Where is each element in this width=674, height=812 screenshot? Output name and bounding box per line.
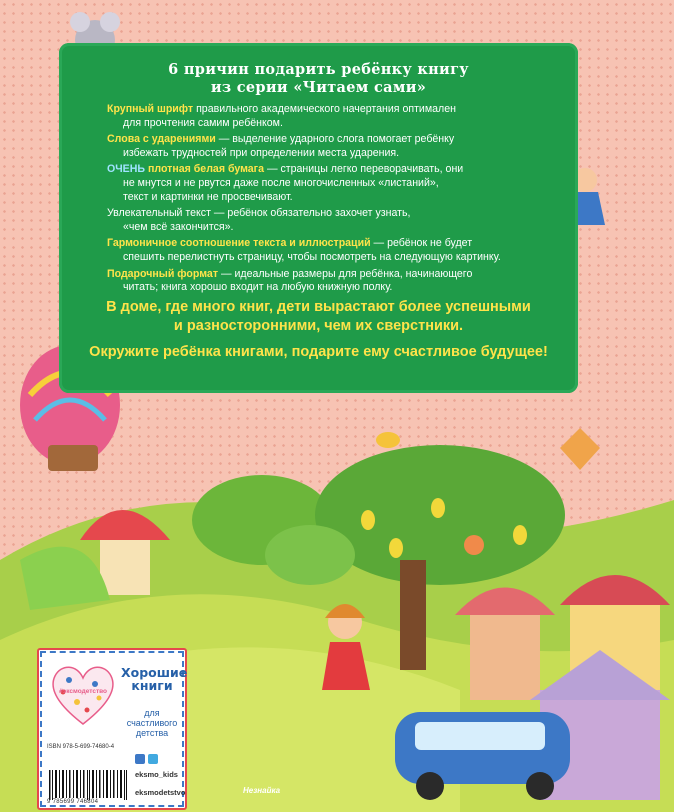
reason-text: — ребёнок не будет — [370, 237, 473, 250]
card-title — [121, 665, 188, 693]
reason-continuation: «чем всё закончится». — [123, 220, 234, 233]
reason-continuation: читать; книга хорошо входит на любую книжную полку. — [123, 281, 393, 294]
reason-highlight-accent: ОЧЕНЬ — [107, 163, 146, 176]
social-name: eksmo_kids — [135, 770, 178, 779]
reason-text: — страницы легко переворачивать, они — [264, 163, 464, 176]
reason-highlight: плотная белая бумага — [145, 163, 264, 176]
tree-trunk — [400, 560, 426, 670]
publisher-logo: Незнайка — [243, 786, 281, 795]
reason-continuation: текст и картинки не просвечивают. — [123, 190, 293, 203]
isbn: ISBN 978-5-699-74680-4 — [47, 744, 115, 750]
slogan-line2: и разносторонними, чем их сверстники. — [173, 318, 464, 334]
barcode-icon — [47, 768, 129, 802]
reason-text: — ребёнок обязательно захочет узнать, — [210, 207, 411, 220]
card-title-line1: Хорошие — [121, 665, 188, 680]
slogan-closing: Окружите ребёнка книгами, подарите ему счастливое будущее! — [89, 344, 548, 360]
reason-item — [107, 103, 552, 130]
panel-title-line1: 6 причин подарить ребёнку книгу — [168, 61, 469, 78]
reason-highlight: Подарочный формат — [107, 267, 219, 280]
reason-item — [107, 237, 552, 264]
reason-highlight: Увлекательный текст — [107, 207, 211, 220]
reason-item — [107, 163, 552, 204]
card-subtitle-line2: детства — [135, 728, 169, 738]
reason-continuation: не мнутся и не рвутся даже после многочисленных «листаний», — [123, 176, 439, 189]
slogan-line1: В доме, где много книг, дети вырастают более успешными — [106, 299, 531, 315]
reason-highlight: Слова с ударениями — [107, 133, 216, 146]
card-subtitle-line1: для счастливого — [126, 708, 178, 728]
barcode-number: 9 785699 746804 — [47, 799, 99, 805]
reason-text: — выделение ударного слога помогает ребёнку — [215, 133, 455, 146]
reason-continuation: для прочтения самим ребёнком. — [123, 116, 283, 129]
reason-item — [107, 133, 552, 160]
card-title-line2: книги — [131, 678, 173, 693]
reason-continuation: спешить перелистнуть страницу, чтобы посмотреть на следующую картинку. — [123, 250, 501, 263]
info-panel — [59, 43, 578, 393]
peach — [464, 535, 484, 555]
bee — [376, 432, 400, 448]
panel-title-line2: из серии «Читаем сами» — [210, 79, 427, 96]
reason-continuation: избежать трудностей при определении места ударения. — [123, 146, 400, 159]
reason-text: — идеальные размеры для ребёнка, начинающего — [218, 267, 473, 280]
kite — [560, 428, 600, 470]
reason-highlight: Крупный шрифт — [107, 103, 194, 115]
heart-hashtag: #эксмодетство — [58, 688, 108, 695]
bush — [265, 525, 355, 585]
website: eksmodetstvo — [135, 788, 186, 797]
mushroom-stem — [100, 540, 150, 595]
reason-item — [107, 207, 552, 234]
balloon-basket — [48, 445, 98, 471]
reason-item — [107, 268, 552, 295]
reason-highlight: Гармоничное соотношение текста и иллюстраций — [107, 237, 371, 250]
reason-text: правильного академического начертания оптимален — [193, 103, 456, 115]
publisher-card — [37, 648, 187, 810]
vk-icon — [135, 754, 145, 764]
social-handle — [135, 754, 158, 764]
house-pink — [470, 610, 540, 700]
telegram-icon — [148, 754, 158, 764]
card-subtitle — [119, 708, 185, 738]
reasons-list — [107, 103, 552, 298]
